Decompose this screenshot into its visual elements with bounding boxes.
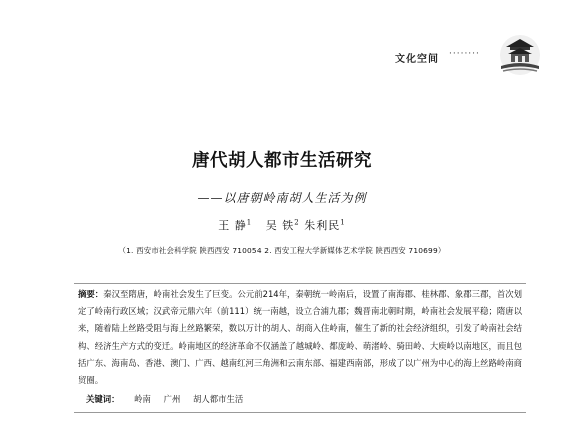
author-name: 王 静 (218, 219, 247, 232)
author-affil-mark: 1 (246, 218, 253, 227)
keyword: 岭南 (134, 394, 151, 404)
section-dots: ········ (449, 49, 480, 59)
affiliations: （1. 西安市社会科学院 陕西西安 710054 2. 西安工程大学新媒体艺术学院 陕西西安 710699） (118, 246, 446, 255)
keyword: 广州 (163, 394, 181, 404)
keywords (86, 393, 253, 405)
keywords-label: 关键词： (86, 394, 120, 404)
abstract-text: 秦汉至隋唐，岭南社会发生了巨变。公元前214年，秦朝统一岭南后，设置了南海郡、桂林郡、象郡三郡，首次划定了岭南行政区域；汉武帝元鼎六年（前111）统一南越，设立合浦九郡；魏晋南北朝时期，岭南社会发展平稳；隋唐以来，随着陆上丝路受阻与海上丝路繁荣，数以万计的胡人、胡商入住岭南，催生了新的社会经济组织，引发了岭南社会结构、经济生产方式的变迁。岭南地区的经济革命不仅涵盖了越城岭、都庞岭、萌渚岭、骑田岭、大庾岭以南地区，而且包括广东、海南岛、香港、澳门、广西、越南红河三角洲和云南东部、福建西南部，形成了以广州为中心的海上丝路岭南商贸圈。 (78, 289, 523, 386)
author-affil-mark: 1 (340, 218, 346, 227)
pavilion-logo-icon (497, 33, 543, 77)
section-header (395, 33, 545, 78)
article-title: 唐代胡人都市生活研究 (192, 151, 372, 171)
abstract (78, 286, 522, 389)
author-list (0, 217, 564, 233)
abstract-label: 摘要： (78, 289, 104, 299)
article-subtitle: ——以唐朝岭南胡人生活为例 (197, 191, 367, 205)
author-name: 朱利民 (304, 219, 341, 232)
author-affil-mark: 2 (294, 218, 300, 227)
author-name: 吴 铁 (265, 219, 295, 232)
section-label: 文化空间 (395, 54, 439, 65)
keyword: 胡人都市生活 (193, 394, 244, 404)
